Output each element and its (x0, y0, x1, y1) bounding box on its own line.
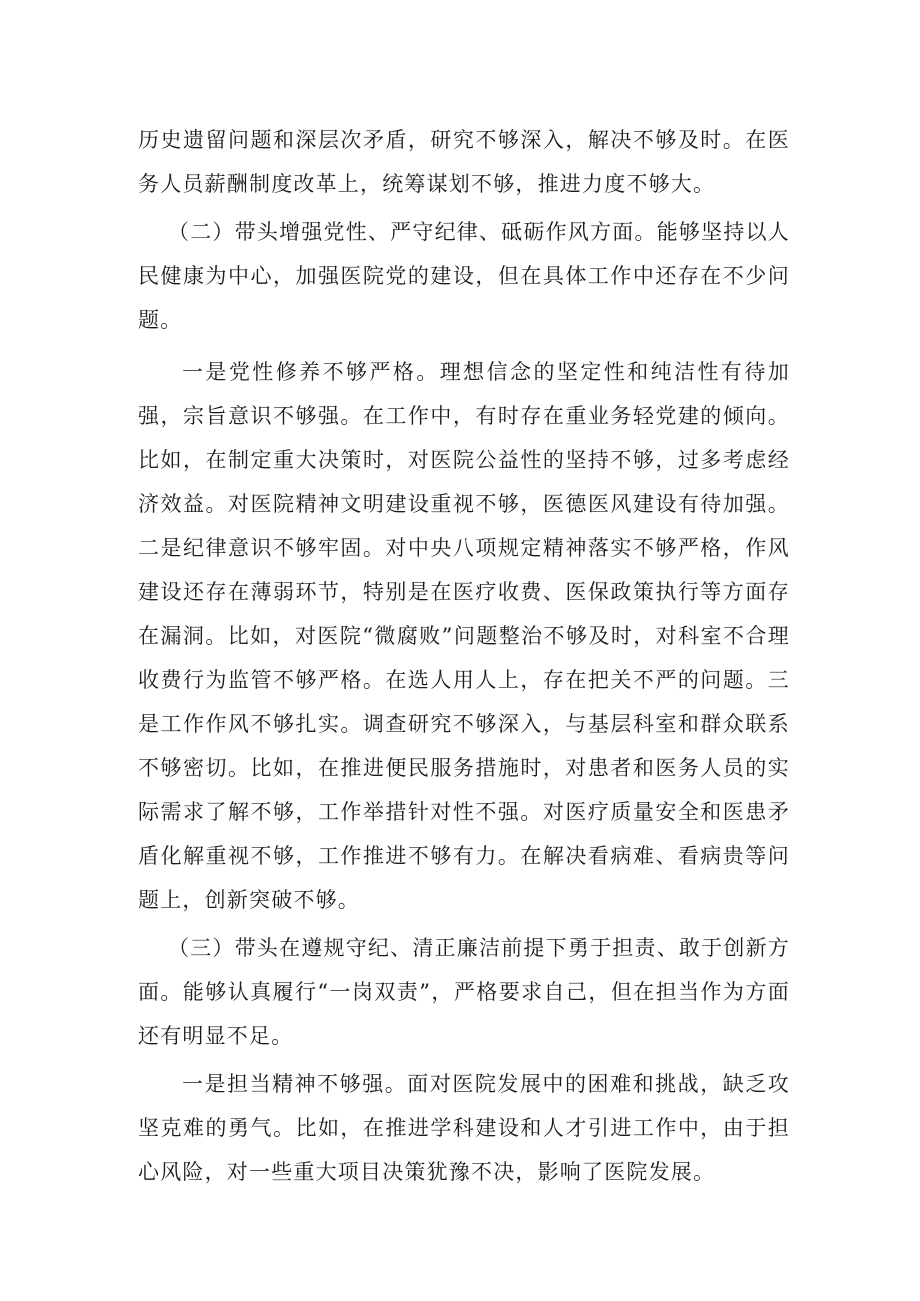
section-heading-3: （三）带头在遵规守纪、清正廉洁前提下勇于担责、敢于创新方面。能够认真履行“一岗双责”，严格要求自己，但在担当作为方面还有明显不足。 (138, 936, 790, 1048)
document-body (138, 118, 790, 1194)
section-heading-2: （二）带头增强党性、严守纪律、砥砺作风方面。能够坚持以人民健康为中心，加强医院党的建设，但在具体工作中还存在不少问题。 (138, 220, 790, 332)
paragraph-body: 一是党性修养不够严格。理想信念的坚定性和纯洁性有待加强，宗旨意识不够强。在工作中，有时存在重业务轻党建的倾向。比如，在制定重大决策时，对医院公益性的坚持不够，过多考虑经济效益。对医院精神文明建设重视不够，医德医风建设有待加强。二是纪律意识不够牢固。对中央八项规定精神落实不够严格，作风建设还存在薄弱环节，特别是在医疗收费、医保政策执行等方面存在漏洞。比如，对医院“微腐败”问题整治不够及时，对科室不合理收费行为监管不够严格。在选人用人上，存在把关不严的问题。三是工作作风不够扎实。调查研究不够深入，与基层科室和群众联系不够密切。比如，在推进便民服务措施时，对患者和医务人员的实际需求了解不够，工作举措针对性不强。对医疗质量安全和医患矛盾化解重视不够，工作推进不够有力。在解决看病难、看病贵等问题上，创新突破不够。 (138, 360, 790, 912)
paragraph-continuation: 历史遗留问题和深层次矛盾，研究不够深入，解决不够及时。在医务人员薪酬制度改革上，统筹谋划不够，推进力度不够大。 (138, 128, 790, 196)
paragraph-body: 一是担当精神不够强。面对医院发展中的困难和挑战，缺乏攻坚克难的勇气。比如，在推进学科建设和人才引进工作中，由于担心风险，对一些重大项目决策犹豫不决，影响了医院发展。 (138, 1072, 790, 1184)
